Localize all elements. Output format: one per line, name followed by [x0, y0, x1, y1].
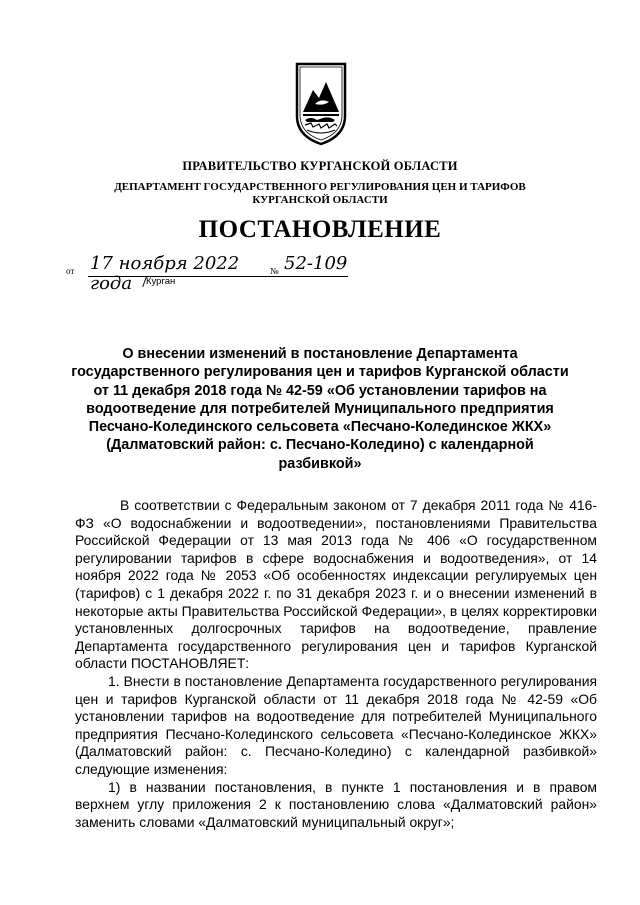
date-handwritten: 17 ноября 2022 года [88, 254, 286, 277]
city-name: Курган [146, 276, 176, 287]
coat-of-arms-emblem [293, 62, 349, 146]
document-body [75, 497, 597, 831]
document-type-title: ПОСТАНОВЛЕНИЕ [198, 216, 442, 243]
document-subject: О внесении изменений в постановление Департамента государственного регулирования цен и тарифов Курганской области от 11 декабря 2018 года № 42-59 «Об установлении тарифов на водоотведение для потребителей Муниципального предприятия Песчано-Колединского сельсовета «Песчано-Колединское ЖКХ» (Далматовский район: с. Песчано-Коледино) с календарной разбивкой» [71, 346, 569, 472]
dateline [66, 254, 386, 294]
item-1-1-paragraph: 1) в названии постановления, в пункте 1 постановления и в правом верхнем углу приложения 2 к постановлению слова «Далматовский район» заменить словами «Далматовский муниципальный округ»; [75, 778, 597, 830]
government-name: ПРАВИТЕЛЬСТВО КУРГАНСКОЙ ОБЛАСТИ [182, 159, 458, 173]
number-handwritten: 52-109 [282, 254, 348, 277]
preamble-paragraph: В соответствии с Федеральным законом от 7 декабря 2011 года № 416-ФЗ «О водоснабжении и водоотведении», постановлениями Правительства Российской Федерации от 13 мая 2013 года № 406 «О государственном регулировании тарифов в сфере водоснабжения и водоотведения», от 14 ноября 2022 года № 2053 «Об особенностях индексации регулируемых цен (тарифов) с 1 декабря 2022 г. по 31 декабря 2023 г. и о внесении изменений в некоторые акты Правительства Российской Федерации», в целях корректировки установленных долгосрочных тарифов на водоотведение, правление Департамента государственного регулирования цен и тарифов Курганской области ПОСТАНОВЛЯЕТ: [75, 497, 597, 672]
department-name-line1: ДЕПАРТАМЕНТ ГОСУДАРСТВЕННОГО РЕГУЛИРОВАНИЯ ЦЕН И ТАРИФОВ [114, 181, 526, 193]
number-label: № [270, 266, 279, 276]
department-name [0, 181, 640, 207]
department-name-line2: КУРГАНСКОЙ ОБЛАСТИ [252, 194, 388, 206]
from-label: от [66, 266, 75, 276]
item-1-paragraph: 1. Внести в постановление Департамента государственного регулирования цен и тарифов Курганской области от 11 декабря 2018 года № 42-59 «Об установлении тарифов на водоотведение для потребителей Муниципального предприятия Песчано-Колединского сельсовета «Песчано-Колединское ЖКХ» (Далматовский район: с. Песчано-Коледино) с календарной разбивкой» следующие изменения: [75, 672, 597, 777]
